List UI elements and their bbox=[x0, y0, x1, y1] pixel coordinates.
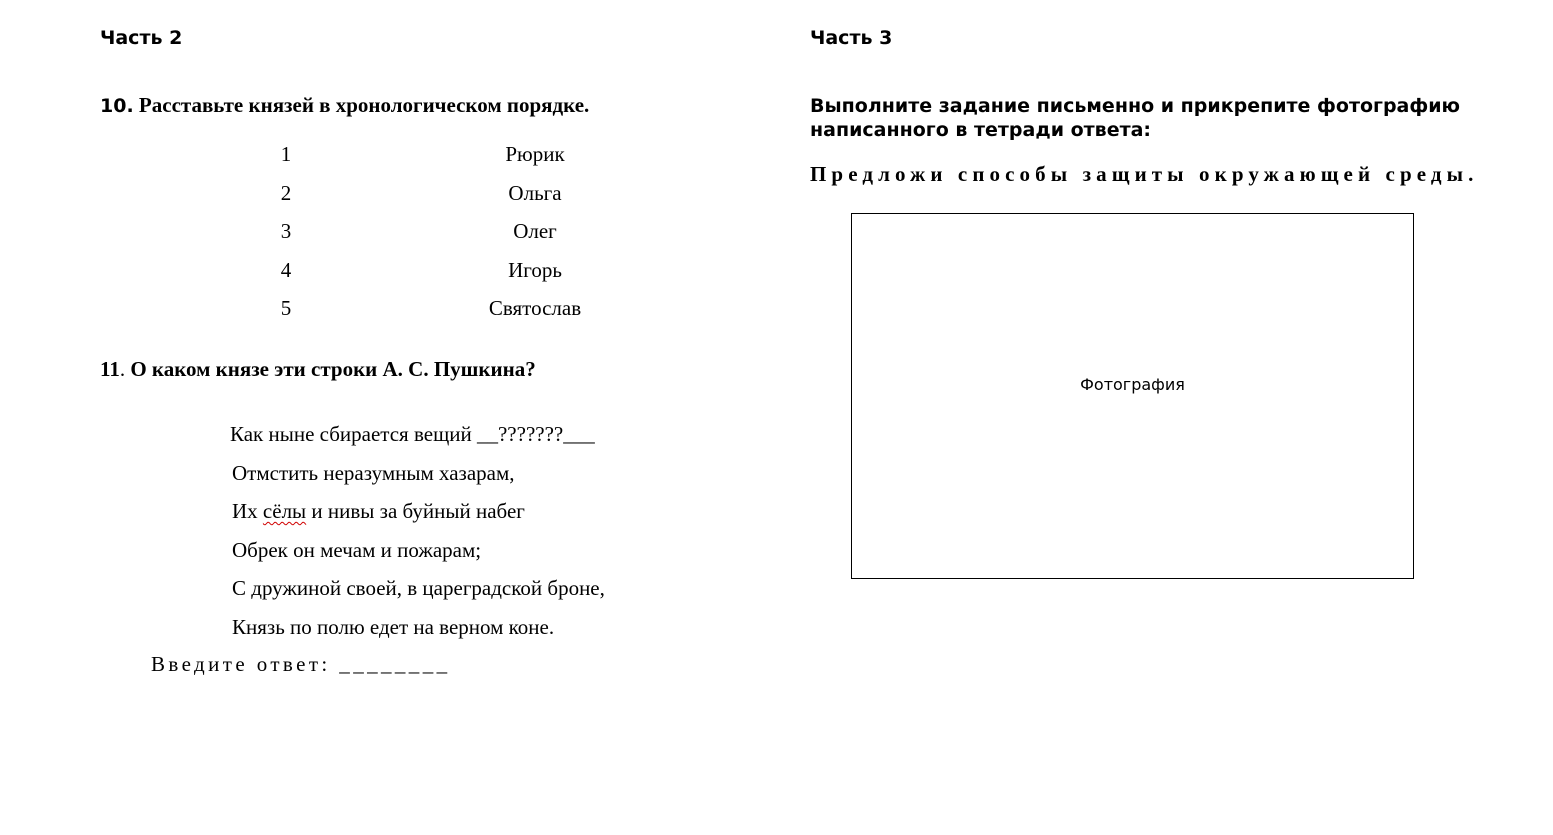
poem-line: Князь по полю едет на верном коне. bbox=[232, 614, 555, 639]
question-11-dot: . bbox=[119, 357, 126, 381]
prince-name: Святослав bbox=[488, 296, 582, 320]
question-11 bbox=[100, 357, 536, 382]
part-2-title: Часть 2 bbox=[100, 27, 183, 49]
poem-line: Как ныне сбирается вещий __???????___ bbox=[230, 422, 595, 446]
poem bbox=[230, 420, 605, 652]
row-number: 4 bbox=[280, 257, 292, 282]
poem-line bbox=[230, 497, 605, 536]
prince-name: Игорь bbox=[508, 257, 562, 282]
poem-line: С дружиной своей, в цареградской броне, bbox=[232, 576, 605, 601]
instruction-line: написанного в тетради ответа: bbox=[810, 119, 1152, 141]
question-11-text: О каком князе эти строки А. С. Пушкина? bbox=[125, 357, 536, 381]
question-10-text: Расставьте князей в хронологическом порядке. bbox=[133, 93, 590, 117]
question-10 bbox=[100, 93, 589, 118]
row-number: 5 bbox=[280, 296, 292, 320]
poem-line-end: и нивы за буйный набег bbox=[306, 499, 525, 524]
photo-label: Фотография bbox=[1080, 375, 1185, 394]
instruction-text bbox=[810, 94, 1460, 142]
prince-name: Ольга bbox=[508, 180, 562, 205]
part-3-title: Часть 3 bbox=[810, 27, 893, 49]
instruction-line: Выполните задание письменно и прикрепите фотографию bbox=[810, 95, 1460, 117]
question-11-number: 11 bbox=[100, 357, 120, 381]
row-number: 3 bbox=[280, 219, 292, 243]
poem-line: Обрек он мечам и пожарам; bbox=[232, 537, 482, 562]
row-number: 2 bbox=[280, 180, 292, 205]
row-number: 1 bbox=[280, 142, 292, 166]
prince-name: Олег bbox=[513, 219, 557, 243]
poem-line: Отмстить неразумным хазарам, bbox=[232, 460, 515, 485]
answer-field[interactable]: Введите ответ: ________ bbox=[151, 652, 451, 676]
poem-line-start: Их bbox=[232, 499, 263, 524]
task-text: Предложи способы защиты окружающей среды. bbox=[810, 162, 1479, 186]
misspelled-word: сёлы bbox=[262, 499, 307, 524]
photo-upload-box[interactable] bbox=[851, 213, 1414, 579]
question-10-number: 10. bbox=[100, 95, 134, 117]
prince-name: Рюрик bbox=[505, 142, 565, 166]
